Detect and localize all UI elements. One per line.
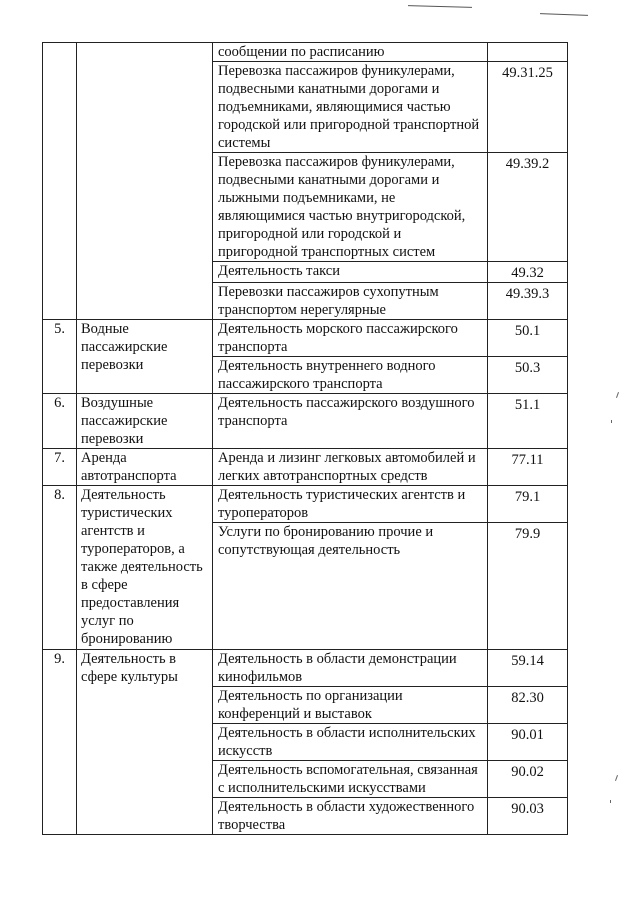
group-name: Аренда автотранспорта xyxy=(77,449,213,486)
table-row xyxy=(43,43,568,62)
group-name: Воздушные пассажирские перевозки xyxy=(77,394,213,449)
activity-name: Деятельность по организации конференций и выставок xyxy=(213,687,488,724)
activity-name: Услуги по бронированию прочие и сопутствующая деятельность xyxy=(213,523,488,650)
table-row xyxy=(43,320,568,357)
okved-code: 49.31.25 xyxy=(488,62,568,153)
activity-name: Деятельность в области демонстрации кинофильмов xyxy=(213,650,488,687)
activity-name: Перевозки пассажиров сухопутным транспортом нерегулярные xyxy=(213,283,488,320)
activity-name: Деятельность пассажирского воздушного транспорта xyxy=(213,394,488,449)
group-name xyxy=(77,153,213,262)
table-row xyxy=(43,283,568,320)
group-name: Деятельность в сфере культуры xyxy=(77,650,213,835)
activity-name: Деятельность туристических агентств и туроператоров xyxy=(213,486,488,523)
margin-mark xyxy=(610,800,611,803)
row-number: 5. xyxy=(43,320,77,394)
scan-mark xyxy=(540,13,588,16)
margin-mark xyxy=(615,775,618,781)
okved-code: 82.30 xyxy=(488,687,568,724)
row-number xyxy=(43,153,77,262)
row-number: 6. xyxy=(43,394,77,449)
margin-mark xyxy=(611,420,612,423)
group-name xyxy=(77,62,213,153)
okved-code: 49.39.2 xyxy=(488,153,568,262)
group-name xyxy=(77,43,213,62)
okved-code: 49.39.3 xyxy=(488,283,568,320)
okved-code: 50.1 xyxy=(488,320,568,357)
table-row xyxy=(43,486,568,523)
okved-code: 77.11 xyxy=(488,449,568,486)
table-row xyxy=(43,62,568,153)
row-number xyxy=(43,262,77,283)
okved-code: 50.3 xyxy=(488,357,568,394)
okved-code: 51.1 xyxy=(488,394,568,449)
activity-name: Аренда и лизинг легковых автомобилей и легких автотранспортных средств xyxy=(213,449,488,486)
okved-code: 90.03 xyxy=(488,798,568,835)
activity-name: Деятельность внутреннего водного пассажирского транспорта xyxy=(213,357,488,394)
activity-name: Деятельность морского пассажирского транспорта xyxy=(213,320,488,357)
activity-name: Деятельность такси xyxy=(213,262,488,283)
row-number xyxy=(43,283,77,320)
table-row xyxy=(43,153,568,262)
row-number: 9. xyxy=(43,650,77,835)
table-row xyxy=(43,650,568,687)
group-name: Водные пассажирские перевозки xyxy=(77,320,213,394)
okved-code: 59.14 xyxy=(488,650,568,687)
row-number: 8. xyxy=(43,486,77,650)
margin-mark xyxy=(616,392,619,398)
group-name: Деятельность туристических агентств и туроператоров, а также деятельность в сфере предоставления услуг по бронированию xyxy=(77,486,213,650)
group-name xyxy=(77,262,213,283)
activity-name: Деятельность в области исполнительских искусств xyxy=(213,724,488,761)
row-number xyxy=(43,62,77,153)
okved-code: 90.01 xyxy=(488,724,568,761)
okved-code xyxy=(488,43,568,62)
activity-name: Перевозка пассажиров фуникулерами, подвесными канатными дорогами и подъемниками, являющимися частью городской или пригородной транспортной системы xyxy=(213,62,488,153)
okved-code: 90.02 xyxy=(488,761,568,798)
table-row xyxy=(43,449,568,486)
okved-code: 79.9 xyxy=(488,523,568,650)
group-name xyxy=(77,283,213,320)
okved-code: 49.32 xyxy=(488,262,568,283)
table-row xyxy=(43,394,568,449)
row-number xyxy=(43,43,77,62)
activity-name: Деятельность в области художественного творчества xyxy=(213,798,488,835)
scan-mark xyxy=(408,5,472,8)
table-row xyxy=(43,262,568,283)
okved-code: 79.1 xyxy=(488,486,568,523)
activity-table xyxy=(42,42,568,835)
activity-name: Перевозка пассажиров фуникулерами, подвесными канатными дорогами и лыжными подъемниками, не являющимися частью внутригородской, пригородной или городской и пригородной транспортных систем xyxy=(213,153,488,262)
activity-name: Деятельность вспомогательная, связанная с исполнительскими искусствами xyxy=(213,761,488,798)
row-number: 7. xyxy=(43,449,77,486)
activity-name: сообщении по расписанию xyxy=(213,43,488,62)
